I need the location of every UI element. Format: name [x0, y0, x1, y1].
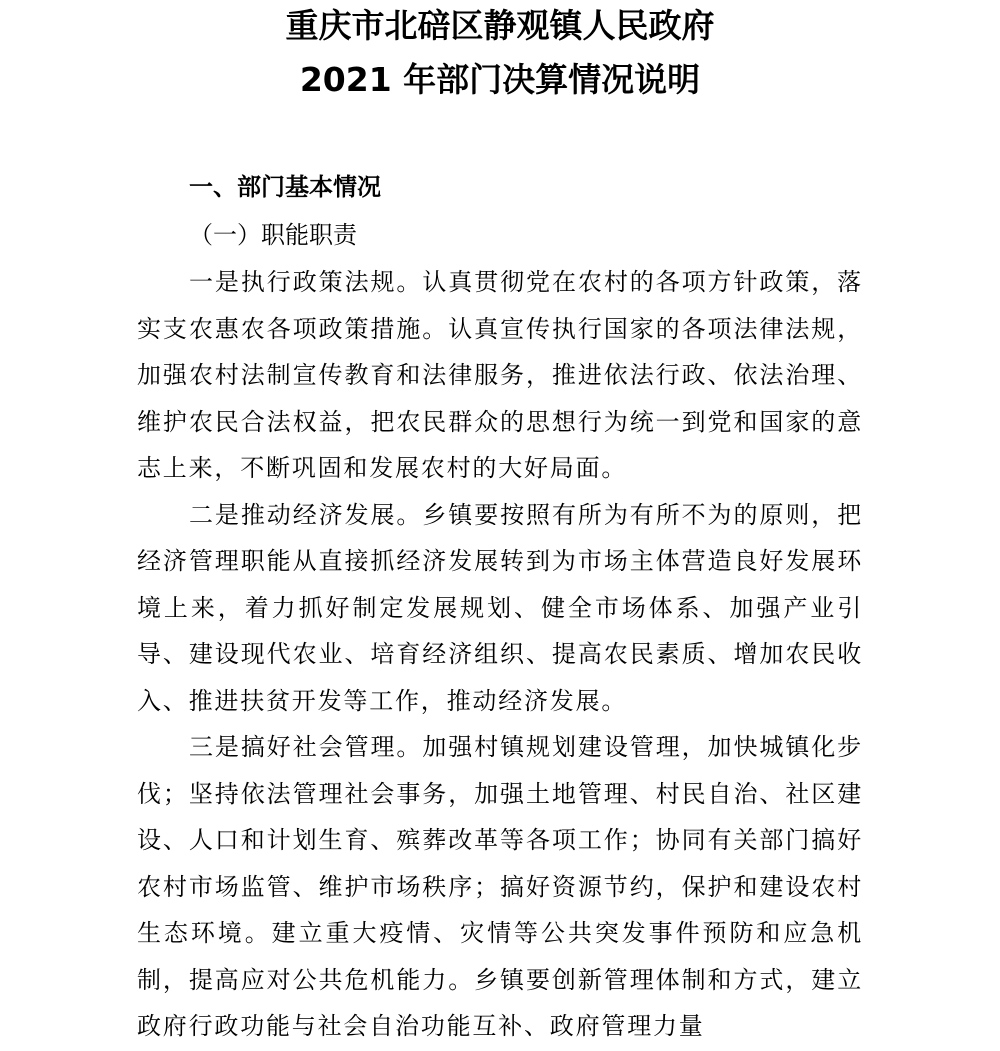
- paragraph-3: 三是搞好社会管理。加强村镇规划建设管理，加快城镇化步伐；坚持依法管理社会事务，加强土地管理、村民自治、社区建设、人口和计划生育、殡葬改革等各项工作；协同有关部门搞好农村市场监管、维护市场秩序；搞好资源节约，保护和建设农村生态环境。建立重大疫情、灾情等公共突发事件预防和应急机制，提高应对公共危机能力。乡镇要创新管理体制和方式，建立政府行政功能与社会自治功能互补、政府管理力量: [137, 733, 863, 1040]
- document-title-line2: 2021 年部门决算情况说明: [299, 60, 701, 99]
- paragraph-2: 二是推动经济发展。乡镇要按照有所为有所不为的原则，把经济管理职能从直接抓经济发展转到为市场主体营造良好发展环境上来，着力抓好制定发展规划、健全市场体系、加强产业引导、建设现代农业、培育经济组织、提高农民素质、增加农民收入、推进扶贫开发等工作，推动经济发展。: [137, 500, 863, 715]
- paragraph-1: 一是执行政策法规。认真贯彻党在农村的各项方针政策，落实支农惠农各项政策措施。认真宣传执行国家的各项法律法规，加强农村法制宣传教育和法律服务，推进依法行政、依法治理、维护农民合法权益，把农民群众的思想行为统一到党和国家的意志上来，不断巩固和发展农村的大好局面。: [137, 268, 863, 482]
- document-body: [137, 163, 863, 1050]
- section-heading: 一、部门基本情况: [189, 173, 381, 201]
- subsection-heading: （一）职能职责: [189, 221, 357, 249]
- document-title-line1: 重庆市北碚区静观镇人民政府: [285, 6, 715, 45]
